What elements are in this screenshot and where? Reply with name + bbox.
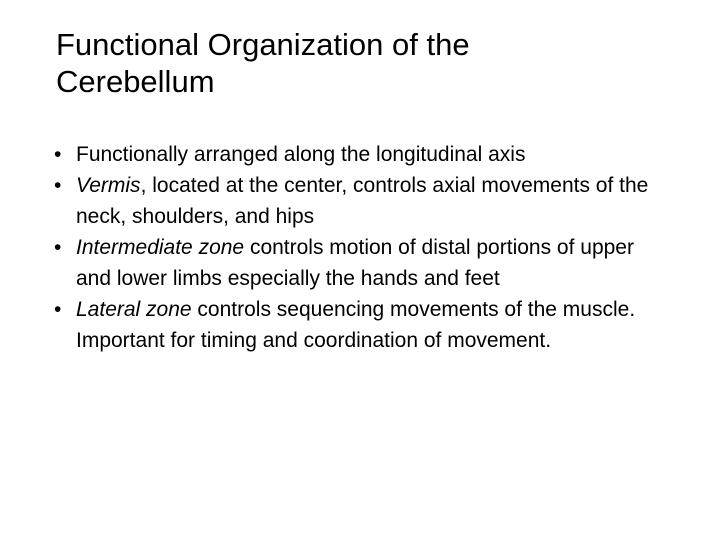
- bullet-text: [76, 298, 635, 352]
- bullet-item-intermediate-zone: [54, 232, 674, 294]
- bullet-item-lateral-zone: [54, 294, 674, 356]
- bullet-dot-icon: •: [54, 174, 62, 197]
- slide-title-line-2: Cerebellum: [56, 64, 215, 99]
- bullet-body: Functionally arranged along the longitudinal axis: [76, 143, 526, 166]
- slide-title-line-1: Functional Organization of the: [56, 27, 470, 62]
- bullet-body: controls motion of distal portions of upper and lower limbs especially the hands and feet: [76, 236, 634, 290]
- bullet-dot-icon: •: [54, 298, 62, 321]
- bullet-dot-icon: •: [54, 143, 62, 166]
- bullet-body: , located at the center, controls axial movements of the neck, shoulders, and hips: [76, 174, 649, 228]
- bullet-body: controls sequencing movements of the muscle. Important for timing and coordination of movement.: [76, 298, 636, 352]
- bullet-term: Lateral zone: [76, 298, 192, 321]
- bullet-dot-icon: •: [54, 236, 62, 259]
- bullet-text: [76, 143, 525, 166]
- bullet-term: Intermediate zone: [76, 236, 245, 259]
- bullet-list: [54, 139, 674, 356]
- slide-title: [56, 26, 656, 100]
- bullet-text: [76, 174, 648, 228]
- bullet-item-longitudinal-axis: [54, 139, 674, 170]
- bullet-text: [76, 236, 634, 290]
- bullet-item-vermis: [54, 170, 674, 232]
- bullet-term: Vermis: [76, 174, 141, 197]
